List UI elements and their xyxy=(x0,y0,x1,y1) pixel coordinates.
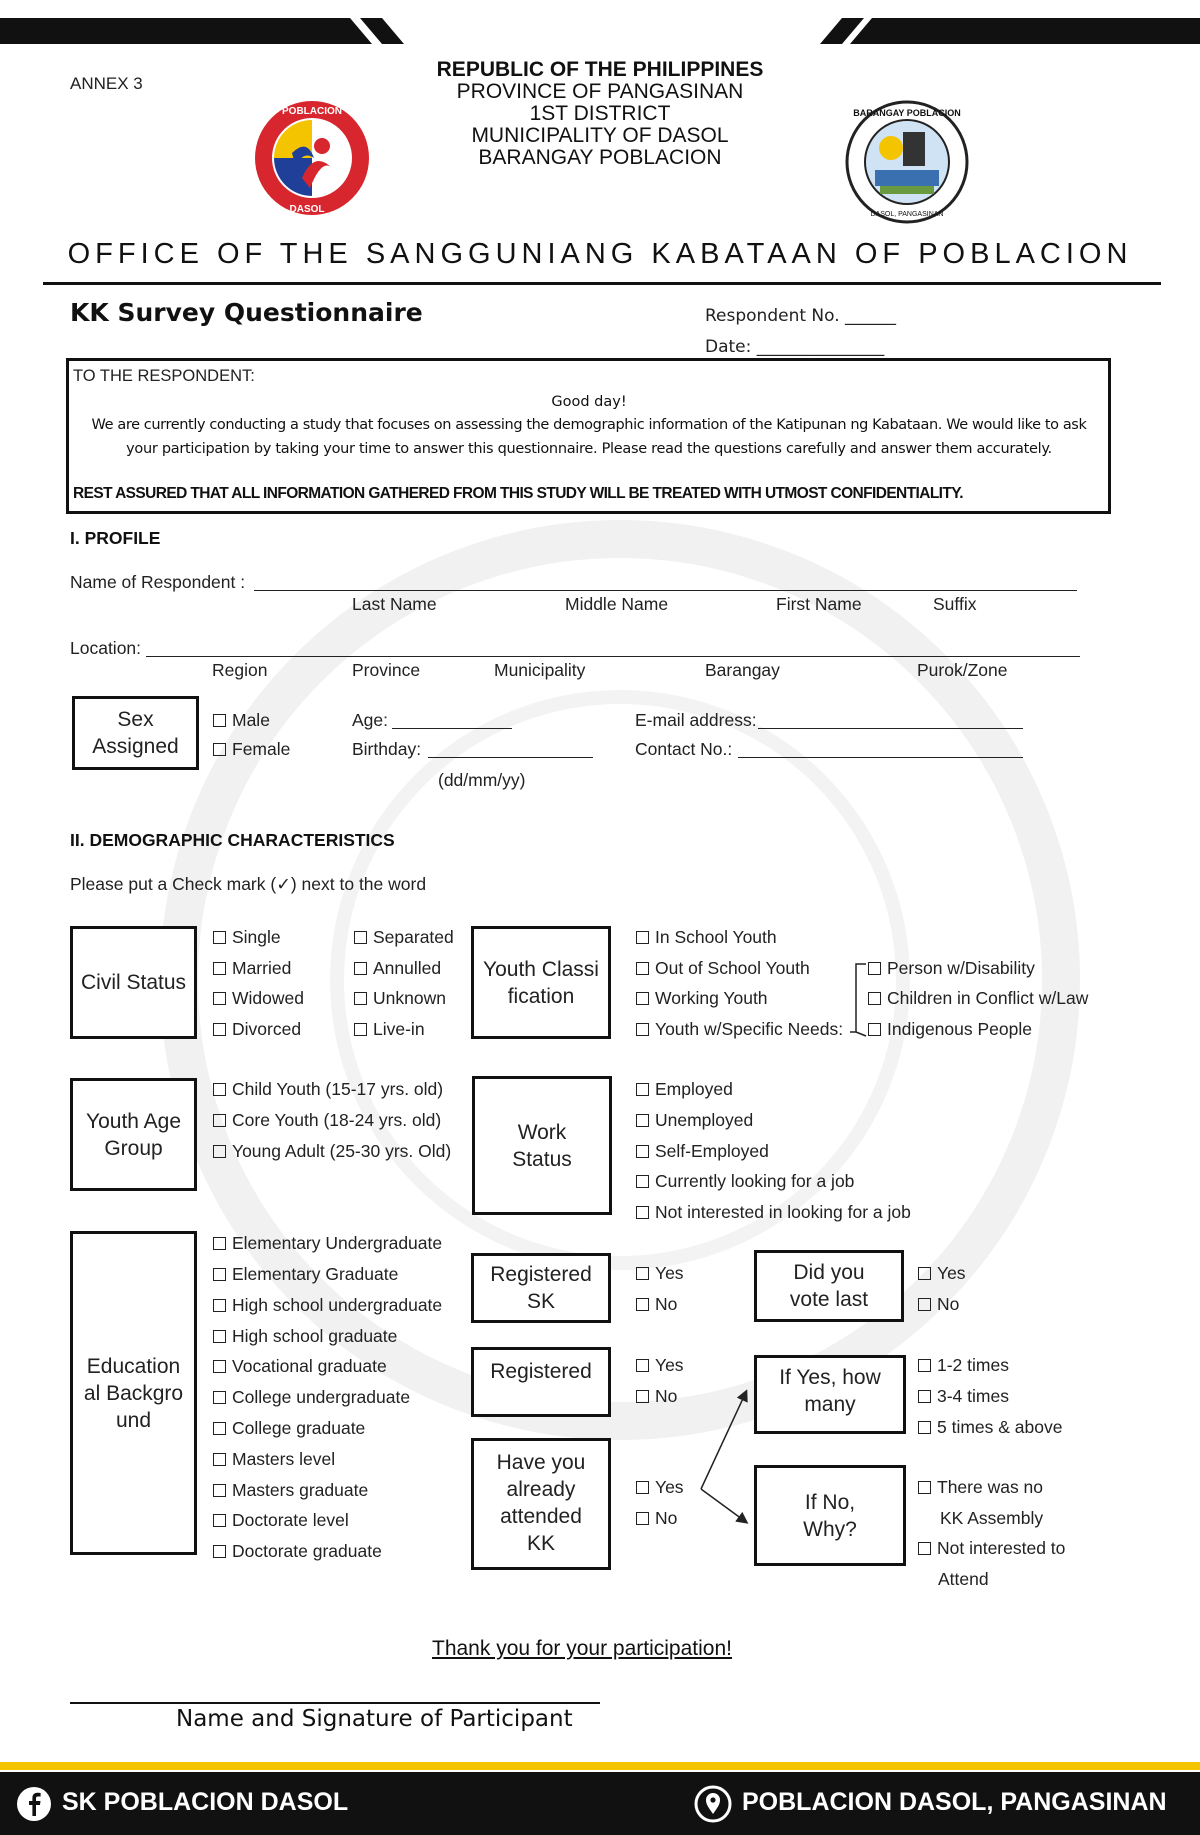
name-part-suffix: Suffix xyxy=(933,594,977,614)
footer-facebook-text[interactable]: SK POBLACION DASOL xyxy=(62,1788,349,1816)
checkbox-icon[interactable] xyxy=(636,1512,649,1525)
name-input-line[interactable] xyxy=(254,590,1077,591)
checkbox-icon[interactable] xyxy=(918,1390,931,1403)
checkbox-icon[interactable] xyxy=(213,992,226,1005)
birthday-label: Birthday: xyxy=(352,739,422,759)
checkbox-icon[interactable] xyxy=(918,1359,931,1372)
checkbox-icon[interactable] xyxy=(213,1083,226,1096)
registered-sk-box: Registered SK xyxy=(471,1253,611,1323)
age-group-core[interactable]: Core Youth (18-24 yrs. old) xyxy=(213,1110,441,1131)
date-field: Date: _______________ xyxy=(705,337,885,357)
checkbox-icon[interactable] xyxy=(213,1453,226,1466)
edu-masters-grad[interactable]: Masters graduate xyxy=(213,1480,368,1501)
specific-needs-indigenous[interactable]: Indigenous People xyxy=(868,1019,1032,1040)
logo-left-bottom-text: DASOL xyxy=(289,204,325,215)
checkbox-icon[interactable] xyxy=(213,1330,226,1343)
civil-option-live-in[interactable]: Live-in xyxy=(354,1019,425,1040)
checkbox-icon[interactable] xyxy=(868,962,881,975)
checkbox-icon[interactable] xyxy=(213,1484,226,1497)
location-part-province: Province xyxy=(352,660,421,680)
top-decorative-bars xyxy=(0,0,1200,48)
municipality-heading: MUNICIPALITY OF DASOL xyxy=(471,124,729,147)
confidentiality-notice: REST ASSURED THAT ALL INFORMATION GATHERED FROM THIS STUDY WILL BE TREATED WITH UTMOST CONFIDENTIALITY. xyxy=(73,485,963,502)
edu-college-grad[interactable]: College graduate xyxy=(213,1418,365,1439)
checkbox-icon[interactable] xyxy=(636,1298,649,1311)
checkbox-icon[interactable] xyxy=(213,1145,226,1158)
checkbox-icon[interactable] xyxy=(213,1268,226,1281)
youth-class-working[interactable]: Working Youth xyxy=(636,988,768,1009)
work-unemployed[interactable]: Unemployed xyxy=(636,1110,753,1131)
footer-accent-stripe xyxy=(0,1762,1200,1770)
checkbox-icon[interactable] xyxy=(636,1481,649,1494)
vote-last-yes[interactable]: Yes xyxy=(918,1263,966,1284)
checkbox-icon[interactable] xyxy=(636,1267,649,1280)
checkbox-icon[interactable] xyxy=(213,931,226,944)
district-heading: 1ST DISTRICT xyxy=(529,102,671,125)
contact-input-line[interactable] xyxy=(738,757,1023,758)
checkbox-icon[interactable] xyxy=(636,992,649,1005)
checkbox-icon[interactable] xyxy=(213,714,226,727)
facebook-icon[interactable] xyxy=(16,1786,52,1822)
edu-masters-level[interactable]: Masters level xyxy=(213,1449,335,1470)
checkbox-icon[interactable] xyxy=(213,1422,226,1435)
signature-label: Name and Signature of Participant xyxy=(176,1706,573,1732)
checkbox-icon[interactable] xyxy=(918,1481,931,1494)
barangay-poblacion-seal xyxy=(845,100,969,224)
branch-arrows xyxy=(696,1384,756,1524)
location-part-purok: Purok/Zone xyxy=(917,660,1008,680)
checkbox-icon[interactable] xyxy=(354,962,367,975)
work-not-interested[interactable]: Not interested in looking for a job xyxy=(636,1202,911,1223)
checkbox-icon[interactable] xyxy=(636,1359,649,1372)
if-yes-3-4[interactable]: 3-4 times xyxy=(918,1386,1009,1407)
logo-right-bottom-text: DASOL, PANGASINAN xyxy=(870,211,944,218)
vote-last-box: Did you vote last xyxy=(754,1250,904,1322)
sex-assigned-box: Sex Assigned xyxy=(72,696,199,770)
if-yes-1-2[interactable]: 1-2 times xyxy=(918,1355,1009,1376)
barangay-heading: BARANGAY POBLACION xyxy=(478,146,722,169)
checkbox-icon[interactable] xyxy=(354,992,367,1005)
civil-option-unknown[interactable]: Unknown xyxy=(354,988,446,1009)
civil-option-single[interactable]: Single xyxy=(213,927,281,948)
age-group-child[interactable]: Child Youth (15-17 yrs. old) xyxy=(213,1079,443,1100)
location-part-region: Region xyxy=(212,660,268,680)
civil-option-annulled[interactable]: Annulled xyxy=(354,958,441,979)
attended-kk-no[interactable]: No xyxy=(636,1508,677,1529)
signature-line[interactable] xyxy=(70,1702,600,1704)
work-employed[interactable]: Employed xyxy=(636,1079,733,1100)
notice-greeting: Good day! xyxy=(551,394,627,410)
edu-hs-undergrad[interactable]: High school undergraduate xyxy=(213,1295,442,1316)
checkbox-icon[interactable] xyxy=(636,1023,649,1036)
checkbox-icon[interactable] xyxy=(354,1023,367,1036)
edu-doctorate-grad[interactable]: Doctorate graduate xyxy=(213,1541,382,1562)
checkbox-icon[interactable] xyxy=(636,1206,649,1219)
age-label: Age: xyxy=(352,710,388,730)
footer-location-text: POBLACION DASOL, PANGASINAN xyxy=(742,1788,1167,1816)
age-group-young-adult[interactable]: Young Adult (25-30 yrs. Old) xyxy=(213,1141,451,1162)
checkbox-icon[interactable] xyxy=(636,931,649,944)
civil-status-box: Civil Status xyxy=(70,926,197,1039)
province-heading: PROVINCE OF PANGASINAN xyxy=(456,80,744,103)
registered-no[interactable]: No xyxy=(636,1386,677,1407)
name-label: Name of Respondent : xyxy=(70,572,246,592)
check-instruction: Please put a Check mark (✓) next to the word xyxy=(70,874,427,894)
checkbox-icon[interactable] xyxy=(636,1390,649,1403)
checkbox-icon[interactable] xyxy=(918,1542,931,1555)
name-part-first: First Name xyxy=(776,594,862,614)
logo-right-top-text: BARANGAY POBLACION xyxy=(853,108,961,118)
edu-vocational[interactable]: Vocational graduate xyxy=(213,1356,387,1377)
if-no-no-assembly-cont: KK Assembly xyxy=(940,1508,1044,1528)
checkbox-icon[interactable] xyxy=(918,1267,931,1280)
annex-label: ANNEX 3 xyxy=(70,74,143,93)
if-no-not-interested-cont: Attend xyxy=(938,1569,989,1589)
checkbox-icon[interactable] xyxy=(213,1023,226,1036)
if-no-not-interested[interactable]: Not interested to xyxy=(918,1538,1065,1559)
checkbox-icon[interactable] xyxy=(636,1114,649,1127)
checkbox-icon[interactable] xyxy=(213,1237,226,1250)
survey-title: KK Survey Questionnaire xyxy=(70,298,423,327)
specific-needs-pwd[interactable]: Person w/Disability xyxy=(868,958,1035,979)
name-part-last: Last Name xyxy=(352,594,437,614)
thank-you-note: Thank you for your participation! xyxy=(432,1637,732,1660)
header-divider xyxy=(43,282,1161,285)
checkbox-icon[interactable] xyxy=(636,1145,649,1158)
if-yes-5-above[interactable]: 5 times & above xyxy=(918,1417,1062,1438)
sex-option-female[interactable]: Female xyxy=(213,739,290,760)
location-input-line[interactable] xyxy=(146,656,1080,657)
edu-hs-grad[interactable]: High school graduate xyxy=(213,1326,397,1347)
edu-elem-undergrad[interactable]: Elementary Undergraduate xyxy=(213,1233,442,1254)
checkbox-icon[interactable] xyxy=(918,1421,931,1434)
location-label: Location: xyxy=(70,638,142,658)
specific-needs-cicl[interactable]: Children in Conflict w/Law xyxy=(868,988,1088,1009)
civil-option-separated[interactable]: Separated xyxy=(354,927,454,948)
checkbox-icon[interactable] xyxy=(868,1023,881,1036)
work-self-employed[interactable]: Self-Employed xyxy=(636,1141,769,1162)
checkbox-icon[interactable] xyxy=(213,1114,226,1127)
age-input-line[interactable] xyxy=(392,728,512,729)
location-pin-icon xyxy=(694,1784,732,1824)
youth-class-specific-needs[interactable]: Youth w/Specific Needs: xyxy=(636,1019,843,1040)
birthday-format: (dd/mm/yy) xyxy=(438,770,526,790)
if-yes-box: If Yes, how many xyxy=(754,1355,906,1434)
checkbox-icon[interactable] xyxy=(213,1360,226,1373)
republic-heading: REPUBLIC OF THE PHILIPPINES xyxy=(436,58,764,81)
work-status-box: Work Status xyxy=(472,1076,612,1215)
email-label: E-mail address: xyxy=(635,710,757,730)
respondent-notice-box xyxy=(66,358,1111,514)
profile-heading: I. PROFILE xyxy=(70,528,161,548)
vote-last-no[interactable]: No xyxy=(918,1294,959,1315)
youth-classification-box: Youth Classification xyxy=(471,926,611,1039)
checkbox-icon[interactable] xyxy=(636,1175,649,1188)
respondent-number: Respondent No. ______ xyxy=(705,306,897,326)
checkbox-icon[interactable] xyxy=(213,1299,226,1312)
name-part-middle: Middle Name xyxy=(565,594,669,614)
checkbox-icon[interactable] xyxy=(636,1083,649,1096)
civil-option-widowed[interactable]: Widowed xyxy=(213,988,304,1009)
location-part-municipality: Municipality xyxy=(494,660,586,680)
attended-kk-yes[interactable]: Yes xyxy=(636,1477,684,1498)
civil-option-married[interactable]: Married xyxy=(213,958,291,979)
notice-to: TO THE RESPONDENT: xyxy=(73,367,255,385)
edu-elem-grad[interactable]: Elementary Graduate xyxy=(213,1264,398,1285)
notice-body-line1: We are currently conducting a study that focuses on assessing the demographic information of the Katipunan ng Kabataan. We would like to ask xyxy=(91,417,1087,433)
notice-body-line2: your participation by taking your time to answer this questionnaire. Please read the questions carefully and answer them accurately. xyxy=(126,441,1052,457)
youth-age-group-box: Youth Age Group xyxy=(70,1078,197,1191)
edu-doctorate-level[interactable]: Doctorate level xyxy=(213,1510,349,1531)
registered-sk-yes[interactable]: Yes xyxy=(636,1263,684,1284)
checkbox-icon[interactable] xyxy=(354,931,367,944)
work-looking[interactable]: Currently looking for a job xyxy=(636,1171,854,1192)
checkbox-icon[interactable] xyxy=(918,1298,931,1311)
checkbox-icon[interactable] xyxy=(213,1391,226,1404)
location-part-barangay: Barangay xyxy=(705,660,780,680)
civil-option-divorced[interactable]: Divorced xyxy=(213,1019,301,1040)
registered-sk-no[interactable]: No xyxy=(636,1294,677,1315)
specific-needs-bracket xyxy=(848,962,868,1038)
sk-poblacion-logo xyxy=(252,98,372,218)
youth-class-out-of-school[interactable]: Out of School Youth xyxy=(636,958,810,979)
demographic-heading: II. DEMOGRAPHIC CHARACTERISTICS xyxy=(70,830,395,850)
educational-background-box: Educational Background xyxy=(70,1231,197,1555)
checkbox-icon[interactable] xyxy=(213,1514,226,1527)
checkbox-icon[interactable] xyxy=(213,962,226,975)
checkbox-icon[interactable] xyxy=(213,1545,226,1558)
registered-box: Registered xyxy=(471,1347,611,1417)
contact-label: Contact No.: xyxy=(635,739,733,759)
email-input-line[interactable] xyxy=(758,728,1023,729)
attended-kk-box: Have you already attended KK xyxy=(471,1438,611,1570)
office-title: OFFICE OF THE SANGGUNIANG KABATAAN OF POBLACION xyxy=(67,238,1133,270)
birthday-input-line[interactable] xyxy=(428,757,593,758)
registered-yes[interactable]: Yes xyxy=(636,1355,684,1376)
checkbox-icon[interactable] xyxy=(868,992,881,1005)
if-no-no-assembly[interactable]: There was no xyxy=(918,1477,1043,1498)
checkbox-icon[interactable] xyxy=(636,962,649,975)
logo-left-top-text: POBLACION xyxy=(282,106,342,117)
youth-class-in-school[interactable]: In School Youth xyxy=(636,927,777,948)
checkbox-icon[interactable] xyxy=(213,743,226,756)
edu-college-undergrad[interactable]: College undergraduate xyxy=(213,1387,410,1408)
sex-option-male[interactable]: Male xyxy=(213,710,270,731)
if-no-box: If No, Why? xyxy=(754,1465,906,1566)
